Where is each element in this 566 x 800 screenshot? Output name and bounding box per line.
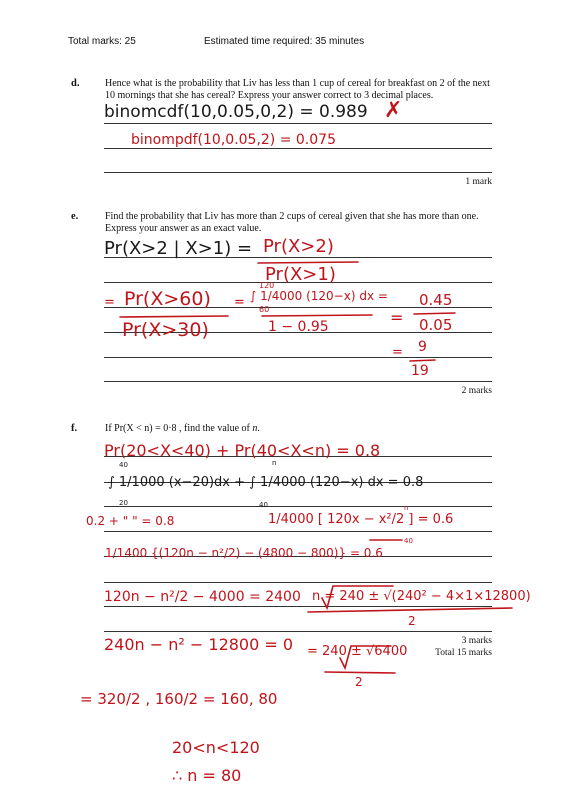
question-d-label: d.: [71, 78, 80, 89]
estimated-time: Estimated time required: 35 minutes: [204, 36, 365, 47]
handwritten-e-answer-denominator: 19: [411, 363, 429, 379]
question-f-label: f.: [71, 423, 78, 434]
handwritten-e-line1: Pr(X>2 | X>1) =: [104, 238, 253, 259]
handwritten-e-line3-denominator: 0.05: [419, 316, 453, 334]
handwritten-f-quadratic-denominator: 2: [408, 614, 416, 628]
handwritten-e-line2-numerator: Pr(X>60): [124, 288, 211, 310]
handwritten-f-line6-denominator: 2: [355, 675, 363, 689]
handwritten-e-fraction-denominator: Pr(X>1): [265, 264, 336, 285]
handwritten-f-line6-right: = 240 ± √6400: [307, 644, 408, 659]
handwritten-f-int2-upper: n: [272, 459, 277, 467]
handwritten-f-int1-lower: 20: [119, 499, 128, 507]
handwritten-f-line6: 240n − n² − 12800 = 0: [104, 635, 294, 654]
total-marks: Total marks: 25: [68, 36, 136, 47]
question-e-label: e.: [71, 211, 79, 222]
handwritten-e-fraction-numerator: Pr(X>2): [263, 236, 334, 257]
handwritten-f-bracket-upper: n: [404, 504, 409, 512]
handwritten-f-line8: 20<n<120: [172, 738, 260, 757]
handwritten-e-line2-den: 1 − 0.95: [268, 319, 329, 335]
handwritten-f-line3: 0.2 + " " = 0.8: [86, 514, 175, 528]
question-d-text: Hence what is the probability that Liv has less than 1 cup of cereal for breakfast on 2 of the next 10 mornings that she has cereal? Express your answer correct to 3 decimal places.: [105, 78, 490, 101]
handwritten-e-answer-numerator: 9: [418, 339, 427, 355]
question-d-marks: 1 mark: [465, 177, 492, 187]
handwritten-e-line3-numerator: 0.45: [419, 291, 453, 309]
handwritten-f-line7: = 320/2 , 160/2 = 160, 80: [80, 690, 278, 708]
question-f-marks: 3 marks: [461, 636, 492, 646]
handwritten-f-bracket-lower: 40: [404, 537, 413, 545]
handwritten-f-line2: ∫ 1/1000 (x−20)dx + ∫ 1/4000 (120−x) dx = 0.8: [108, 475, 424, 490]
handwritten-e-integral-upper: 120: [259, 281, 275, 290]
question-e-text: Find the probability that Liv has more than 2 cups of cereal given that she has more than one. Express your answer as an exact value.: [105, 211, 479, 234]
handwritten-e-integral-lower: 60: [259, 305, 270, 314]
handwritten-e-line2-denominator: Pr(X>30): [122, 319, 209, 341]
handwritten-f-int2-lower: 40: [259, 501, 268, 509]
handwritten-f-line3b: 1/4000 [ 120x − x²/2 ] = 0.6: [268, 512, 454, 527]
handwritten-f-final-answer: ∴ n = 80: [172, 766, 242, 785]
handwritten-d-line1: binomcdf(10,0.05,0,2) = 0.989: [104, 102, 368, 122]
handwritten-f-line1: Pr(20<X<40) + Pr(40<X<n) = 0.8: [104, 441, 381, 460]
handwritten-cross-mark: ✗: [384, 98, 403, 123]
handwritten-f-quadratic: n = 240 ± √(240² − 4×1×12800): [312, 589, 531, 604]
handwritten-e-integral: ∫ 1/4000 (120−x) dx =: [250, 289, 388, 303]
question-f-text: If Pr(X < n) = 0·8 , find the value of n.: [105, 423, 260, 434]
handwritten-f-line5: 120n − n²/2 − 4000 = 2400: [104, 589, 301, 605]
total-question-marks: Total 15 marks: [435, 648, 492, 658]
handwritten-d-line2: binompdf(10,0.05,2) = 0.075: [131, 132, 336, 148]
handwritten-f-int1-upper: 40: [119, 461, 128, 469]
question-e-marks: 2 marks: [461, 386, 492, 396]
handwritten-f-line4: 1/1400 {(120n − n²/2) − (4800 − 800)} = 0.6: [105, 546, 383, 560]
